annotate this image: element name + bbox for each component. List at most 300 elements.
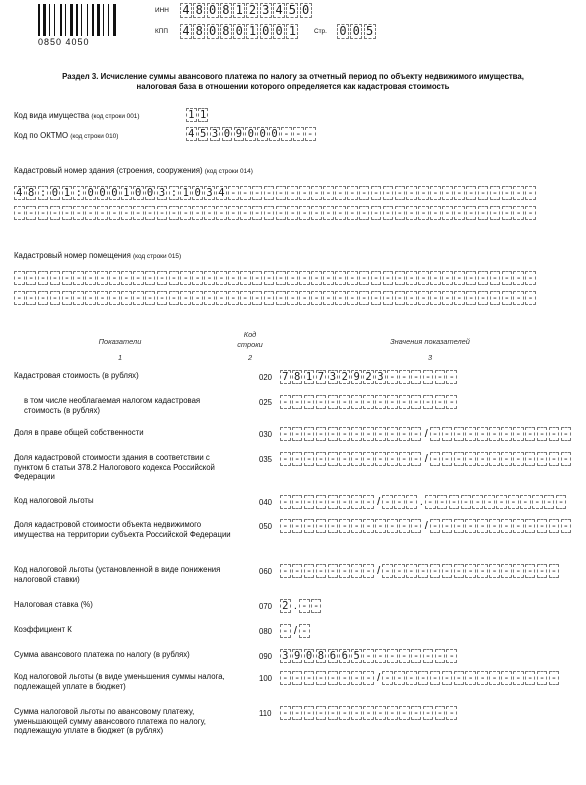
char-cell: - — [287, 291, 298, 305]
char-cell: - — [442, 671, 453, 685]
char-cell: - — [418, 291, 429, 305]
char-cell: - — [157, 271, 168, 285]
char-cell: - — [304, 452, 315, 466]
char-cell: - — [513, 186, 524, 200]
char-cell: 8 — [193, 24, 205, 39]
char-cell: - — [145, 206, 156, 220]
row-code-080: 080 — [259, 627, 273, 636]
char-cell: 2 — [363, 370, 374, 384]
char-cell: - — [292, 519, 303, 533]
char-cell: - — [252, 291, 263, 305]
char-cell: - — [351, 519, 362, 533]
page-label: Стр. — [314, 28, 327, 35]
char-cell: - — [406, 564, 417, 578]
char-cell: 3 — [328, 370, 339, 384]
col-indicators: Показатели — [98, 337, 142, 346]
char-cell: - — [490, 186, 501, 200]
char-cell: - — [501, 452, 512, 466]
char-cell: - — [145, 291, 156, 305]
row-value-040[interactable] — [280, 495, 568, 509]
char-cell: - — [38, 206, 49, 220]
char-cell: - — [537, 671, 548, 685]
char-cell: - — [38, 291, 49, 305]
char-cell: 0 — [350, 24, 362, 39]
col-num-1: 1 — [117, 353, 123, 362]
char-cell: - — [442, 271, 453, 285]
char-cell: - — [328, 452, 339, 466]
char-cell: - — [50, 206, 61, 220]
barcode-bar — [43, 4, 46, 36]
char-cell: 3 — [260, 3, 272, 18]
char-cell: - — [304, 564, 315, 578]
row-value-070[interactable] — [280, 599, 323, 613]
oktmo-field[interactable] — [186, 127, 317, 141]
char-cell: - — [363, 427, 374, 441]
char-cell: - — [252, 271, 263, 285]
char-cell: - — [442, 564, 453, 578]
char-cell: - — [532, 495, 543, 509]
barcode-bar — [65, 4, 66, 36]
char-cell: - — [292, 495, 303, 509]
char-cell: - — [502, 291, 513, 305]
barcode-bar — [92, 4, 94, 36]
barcode-bar — [67, 4, 69, 36]
row-value-100[interactable] — [280, 671, 561, 685]
char-cell: 3 — [210, 127, 221, 141]
char-cell: - — [293, 127, 304, 141]
char-cell: - — [437, 495, 448, 509]
char-cell: 4 — [273, 3, 285, 18]
char-cell: - — [276, 271, 287, 285]
char-cell: - — [304, 495, 315, 509]
char-cell: - — [316, 519, 327, 533]
char-cell: - — [383, 291, 394, 305]
char-cell: : — [38, 186, 49, 200]
char-cell: - — [442, 427, 453, 441]
char-cell: - — [26, 271, 37, 285]
char-cell: - — [169, 271, 180, 285]
char-cell: - — [281, 127, 292, 141]
property-kind-hint: (код строки 001) — [91, 113, 140, 120]
char-cell: - — [240, 186, 251, 200]
row-code-035: 035 — [259, 455, 273, 464]
char-cell: - — [435, 370, 446, 384]
row-code-040: 040 — [259, 498, 273, 507]
row-label-060: Код налоговой льготы (установленной в виде понижения налоговой ставки) — [14, 565, 221, 584]
char-cell: - — [280, 624, 291, 638]
char-cell: - — [169, 206, 180, 220]
char-cell: - — [549, 519, 560, 533]
char-cell: - — [311, 186, 322, 200]
property-kind-field[interactable] — [186, 108, 210, 122]
char-cell: - — [363, 649, 374, 663]
char-cell: 8 — [220, 24, 232, 39]
char-cell: - — [335, 206, 346, 220]
char-cell: - — [145, 271, 156, 285]
char-cell: - — [430, 671, 441, 685]
char-cell: - — [339, 427, 350, 441]
kpp-field[interactable] — [180, 24, 300, 39]
char-cell: 1 — [198, 108, 209, 122]
char-cell: - — [478, 186, 489, 200]
char-cell: 1 — [62, 186, 73, 200]
char-cell: 7 — [316, 370, 327, 384]
char-cell: - — [399, 427, 410, 441]
char-cell: - — [316, 395, 327, 409]
row-value-025[interactable] — [280, 395, 458, 409]
barcode-bar — [97, 4, 100, 36]
barcode-bar — [117, 4, 118, 36]
char-cell: - — [375, 706, 386, 720]
char-cell: - — [466, 186, 477, 200]
row-label-025: в том числе необлагаемая налогом кадастровая стоимость (в рублях) — [24, 396, 201, 415]
char-cell: - — [501, 427, 512, 441]
char-cell: - — [395, 186, 406, 200]
char-cell: - — [411, 649, 422, 663]
char-cell: - — [192, 271, 203, 285]
char-cell: - — [549, 452, 560, 466]
row-value-050[interactable] — [280, 519, 572, 533]
char-cell: - — [454, 271, 465, 285]
char-cell: - — [454, 564, 465, 578]
char-cell: - — [351, 495, 362, 509]
char-cell: - — [508, 495, 519, 509]
char-cell: - — [264, 271, 275, 285]
char-cell: - — [418, 271, 429, 285]
char-cell: - — [489, 519, 500, 533]
char-cell: - — [423, 649, 434, 663]
char-cell: - — [299, 599, 310, 613]
row-label-030: Доля в праве общей собственности — [14, 428, 144, 437]
char-cell: 1 — [246, 24, 258, 39]
char-cell: - — [240, 271, 251, 285]
char-cell: - — [180, 206, 191, 220]
char-cell: - — [97, 206, 108, 220]
char-cell: - — [328, 427, 339, 441]
char-cell: - — [304, 706, 315, 720]
char-cell: - — [394, 495, 405, 509]
char-cell: - — [216, 291, 227, 305]
char-cell: 4 — [14, 186, 25, 200]
char-cell: - — [328, 495, 339, 509]
char-cell: - — [311, 599, 322, 613]
barcode — [38, 4, 120, 36]
room-number-row2[interactable] — [14, 291, 537, 305]
char-cell: - — [406, 291, 417, 305]
char-cell: - — [454, 186, 465, 200]
row-code-030: 030 — [259, 430, 273, 439]
char-cell: - — [465, 671, 476, 685]
char-cell: - — [446, 395, 457, 409]
char-cell: - — [430, 206, 441, 220]
char-cell: - — [525, 452, 536, 466]
building-number-row2[interactable] — [14, 206, 537, 220]
char-cell: - — [454, 291, 465, 305]
char-cell: - — [280, 564, 291, 578]
char-cell: - — [351, 452, 362, 466]
row-label-040: Код налоговой льготы — [14, 496, 94, 505]
char-cell: - — [395, 291, 406, 305]
char-cell: 0 — [300, 3, 312, 18]
char-cell: - — [387, 452, 398, 466]
row-code-020: 020 — [259, 373, 273, 382]
char-cell: - — [490, 271, 501, 285]
row-label-110: Сумма налоговой льготы по авансовому платежу, уменьшающей сумму авансового платежа по налогу, подлежащую уплате в бюджет (в рублях) — [14, 707, 206, 736]
char-cell: 0 — [192, 186, 203, 200]
barcode-bar — [103, 4, 104, 36]
char-cell: 0 — [337, 24, 349, 39]
room-number-hint: (код строки 015) — [133, 253, 182, 260]
section-title — [10, 72, 576, 92]
char-cell: - — [109, 271, 120, 285]
char-cell: - — [382, 671, 393, 685]
char-cell: 1 — [233, 3, 245, 18]
barcode-bar — [51, 4, 53, 36]
char-cell: - — [299, 624, 310, 638]
char-cell: - — [418, 186, 429, 200]
separator: / — [377, 672, 381, 684]
char-cell: - — [264, 206, 275, 220]
char-cell: - — [406, 206, 417, 220]
char-cell: 5 — [286, 3, 298, 18]
char-cell: - — [395, 271, 406, 285]
room-number-row1[interactable] — [14, 271, 537, 285]
char-cell: - — [466, 206, 477, 220]
char-cell: - — [442, 206, 453, 220]
char-cell: - — [466, 291, 477, 305]
char-cell: - — [394, 564, 405, 578]
barcode-bar — [70, 4, 73, 36]
char-cell: - — [304, 427, 315, 441]
char-cell: - — [525, 519, 536, 533]
char-cell: - — [435, 649, 446, 663]
char-cell: - — [26, 291, 37, 305]
inn-field[interactable] — [180, 3, 313, 18]
building-number-text: Кадастровый номер здания (строения, сооружения) — [14, 166, 203, 175]
char-cell: - — [121, 271, 132, 285]
char-cell: - — [204, 206, 215, 220]
char-cell: - — [466, 271, 477, 285]
char-cell: - — [304, 395, 315, 409]
barcode-number: 0850 4050 — [38, 37, 90, 47]
char-cell: - — [406, 186, 417, 200]
char-cell: - — [383, 186, 394, 200]
char-cell: - — [363, 564, 374, 578]
barcode-bar — [108, 4, 109, 36]
char-cell: - — [133, 206, 144, 220]
char-cell: 0 — [109, 186, 120, 200]
barcode-bar — [89, 4, 91, 36]
row-value-090[interactable] — [280, 649, 458, 663]
char-cell: - — [363, 706, 374, 720]
row-label-050: Доля кадастровой стоимости объекта недвижимого имущества на территории субъекта Российской Федерации — [14, 520, 231, 539]
char-cell: - — [335, 271, 346, 285]
char-cell: - — [323, 186, 334, 200]
char-cell: - — [501, 519, 512, 533]
char-cell: - — [430, 452, 441, 466]
barcode-bar — [54, 4, 55, 36]
property-kind-text: Код вида имущества — [14, 111, 90, 120]
row-value-035[interactable] — [280, 452, 572, 466]
row-code-050: 050 — [259, 522, 273, 531]
char-cell: - — [461, 495, 472, 509]
char-cell: - — [371, 186, 382, 200]
char-cell: 1 — [180, 186, 191, 200]
page-number-field[interactable] — [337, 24, 377, 39]
row-value-030[interactable] — [280, 427, 572, 441]
char-cell: 0 — [269, 127, 280, 141]
char-cell: - — [264, 186, 275, 200]
char-cell: - — [335, 291, 346, 305]
char-cell: - — [525, 564, 536, 578]
char-cell: - — [347, 291, 358, 305]
char-cell: 9 — [292, 649, 303, 663]
char-cell: 8 — [193, 3, 205, 18]
char-cell: 0 — [233, 24, 245, 39]
separator: / — [293, 625, 297, 637]
char-cell: - — [26, 206, 37, 220]
char-cell: 3 — [157, 186, 168, 200]
char-cell: 8 — [220, 3, 232, 18]
char-cell: - — [359, 291, 370, 305]
building-number-row1[interactable] — [14, 186, 537, 200]
char-cell: - — [371, 271, 382, 285]
char-cell: - — [399, 370, 410, 384]
row-value-080[interactable] — [280, 624, 311, 638]
char-cell: - — [549, 671, 560, 685]
char-cell: - — [292, 564, 303, 578]
char-cell: - — [430, 519, 441, 533]
char-cell: - — [513, 519, 524, 533]
char-cell: - — [425, 495, 436, 509]
col-code-bottom: строки — [237, 340, 263, 349]
char-cell: - — [204, 291, 215, 305]
separator: / — [424, 428, 428, 440]
barcode-bar — [38, 4, 40, 36]
char-cell: - — [525, 427, 536, 441]
char-cell: - — [383, 206, 394, 220]
char-cell: - — [339, 564, 350, 578]
char-cell: 3 — [280, 649, 291, 663]
char-cell: 1 — [286, 24, 298, 39]
char-cell: - — [525, 186, 536, 200]
char-cell: - — [280, 395, 291, 409]
char-cell: - — [430, 564, 441, 578]
char-cell: - — [465, 427, 476, 441]
char-cell: - — [449, 495, 460, 509]
char-cell: - — [280, 427, 291, 441]
char-cell: - — [382, 495, 393, 509]
char-cell: - — [280, 671, 291, 685]
char-cell: - — [328, 706, 339, 720]
separator: . — [419, 496, 423, 508]
row-value-060[interactable] — [280, 564, 561, 578]
char-cell: - — [121, 291, 132, 305]
char-cell: - — [121, 206, 132, 220]
row-code-070: 070 — [259, 602, 273, 611]
char-cell: 8 — [26, 186, 37, 200]
char-cell: - — [311, 291, 322, 305]
barcode-bar — [87, 4, 88, 36]
char-cell: - — [287, 186, 298, 200]
char-cell: - — [446, 649, 457, 663]
char-cell: - — [501, 671, 512, 685]
char-cell: - — [442, 186, 453, 200]
char-cell: - — [513, 564, 524, 578]
char-cell: - — [446, 370, 457, 384]
char-cell: 0 — [207, 3, 219, 18]
char-cell: - — [465, 519, 476, 533]
char-cell: - — [311, 206, 322, 220]
char-cell: 5 — [351, 649, 362, 663]
char-cell: - — [399, 649, 410, 663]
row-label-020: Кадастровая стоимость (в рублях) — [14, 371, 139, 380]
char-cell: - — [394, 671, 405, 685]
char-cell: - — [411, 519, 422, 533]
separator: / — [377, 496, 381, 508]
building-number-label — [14, 166, 253, 177]
char-cell: - — [299, 206, 310, 220]
char-cell: - — [537, 519, 548, 533]
row-label-035: Доля кадастровой стоимости здания в соответствии с пунктом 6 статьи 378.2 Налогового кодекса Российской Федерации — [14, 453, 215, 482]
oktmo-text: Код по ОКТМО — [14, 131, 69, 140]
char-cell: - — [411, 370, 422, 384]
char-cell: - — [387, 427, 398, 441]
char-cell: - — [14, 291, 25, 305]
char-cell: - — [423, 706, 434, 720]
char-cell: 0 — [50, 186, 61, 200]
building-number-hint: (код строки 014) — [204, 168, 253, 175]
char-cell: - — [496, 495, 507, 509]
char-cell: - — [351, 706, 362, 720]
char-cell: - — [525, 271, 536, 285]
char-cell: - — [489, 564, 500, 578]
char-cell: - — [423, 395, 434, 409]
char-cell: - — [387, 649, 398, 663]
char-cell: - — [180, 291, 191, 305]
char-cell: - — [525, 291, 536, 305]
char-cell: - — [411, 452, 422, 466]
char-cell: 0 — [133, 186, 144, 200]
char-cell: - — [299, 291, 310, 305]
separator: / — [424, 453, 428, 465]
row-value-020[interactable] — [280, 370, 458, 384]
char-cell: - — [316, 706, 327, 720]
char-cell: 0 — [245, 127, 256, 141]
char-cell: 4 — [180, 24, 192, 39]
barcode-bar — [56, 4, 59, 36]
char-cell: - — [399, 452, 410, 466]
char-cell: - — [513, 452, 524, 466]
char-cell: - — [347, 206, 358, 220]
char-cell: - — [435, 395, 446, 409]
char-cell: - — [513, 291, 524, 305]
char-cell: 5 — [198, 127, 209, 141]
row-value-110[interactable] — [280, 706, 458, 720]
char-cell: 9 — [351, 370, 362, 384]
char-cell: 1 — [304, 370, 315, 384]
char-cell: - — [351, 427, 362, 441]
char-cell: 4 — [186, 127, 197, 141]
char-cell: - — [292, 427, 303, 441]
char-cell: 4 — [180, 3, 192, 18]
char-cell: - — [418, 206, 429, 220]
char-cell: 0 — [273, 24, 285, 39]
char-cell: 2 — [280, 599, 291, 613]
char-cell: 1 — [186, 108, 197, 122]
barcode-bar — [105, 4, 107, 36]
char-cell: - — [502, 206, 513, 220]
